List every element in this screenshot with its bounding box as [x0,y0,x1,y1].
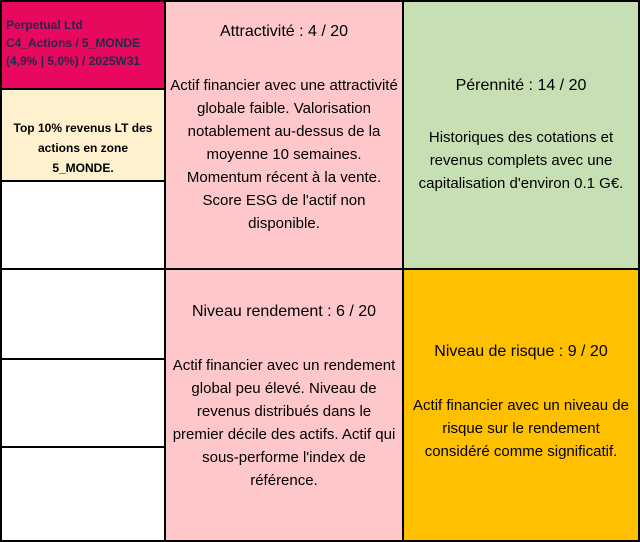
asset-category: C4_Actions / 5_MONDE [6,36,141,50]
rendement-heading: Niveau rendement : 6 / 20 [191,303,377,320]
empty-cell [2,360,166,448]
rendement-quadrant [166,270,404,540]
attractivite-heading: Attractivité : 4 / 20 [219,23,349,40]
asset-name: Perpetual Ltd [6,18,83,32]
empty-cell [2,270,166,360]
perennite-heading: Pérennité : 14 / 20 [455,77,587,94]
perennite-description: Historiques des cotations et revenus complets avec une capitalisation d'environ 0.1 G€. [418,129,624,192]
risque-quadrant [404,270,638,540]
risque-heading: Niveau de risque : 9 / 20 [434,343,608,360]
empty-cell [2,182,166,270]
asset-period: (4,9% | 5,0%) / 2025W31 [6,54,141,68]
perennite-quadrant [404,2,638,270]
rendement-description: Actif financier avec un rendement global peu élevé. Niveau de revenus distribués dans le premier décile des actifs. Actif qui sous-performe l'index de référence. [172,357,396,489]
top-label-cell [2,90,166,182]
attractivite-description: Actif financier avec une attractivité globale faible. Valorisation notablement au-dessus de la moyenne 10 semaines. Momentum récent à la vente. Score ESG de l'actif non disponible. [170,77,398,232]
attractivite-quadrant [166,2,404,270]
asset-title [6,16,140,70]
empty-cell [2,448,166,540]
top-label: Top 10% revenus LT des actions en zone 5_MONDE. [13,121,153,175]
risque-description: Actif financier avec un niveau de risque sur le rendement considéré comme significatif. [413,397,629,460]
asset-title-cell [2,2,166,90]
